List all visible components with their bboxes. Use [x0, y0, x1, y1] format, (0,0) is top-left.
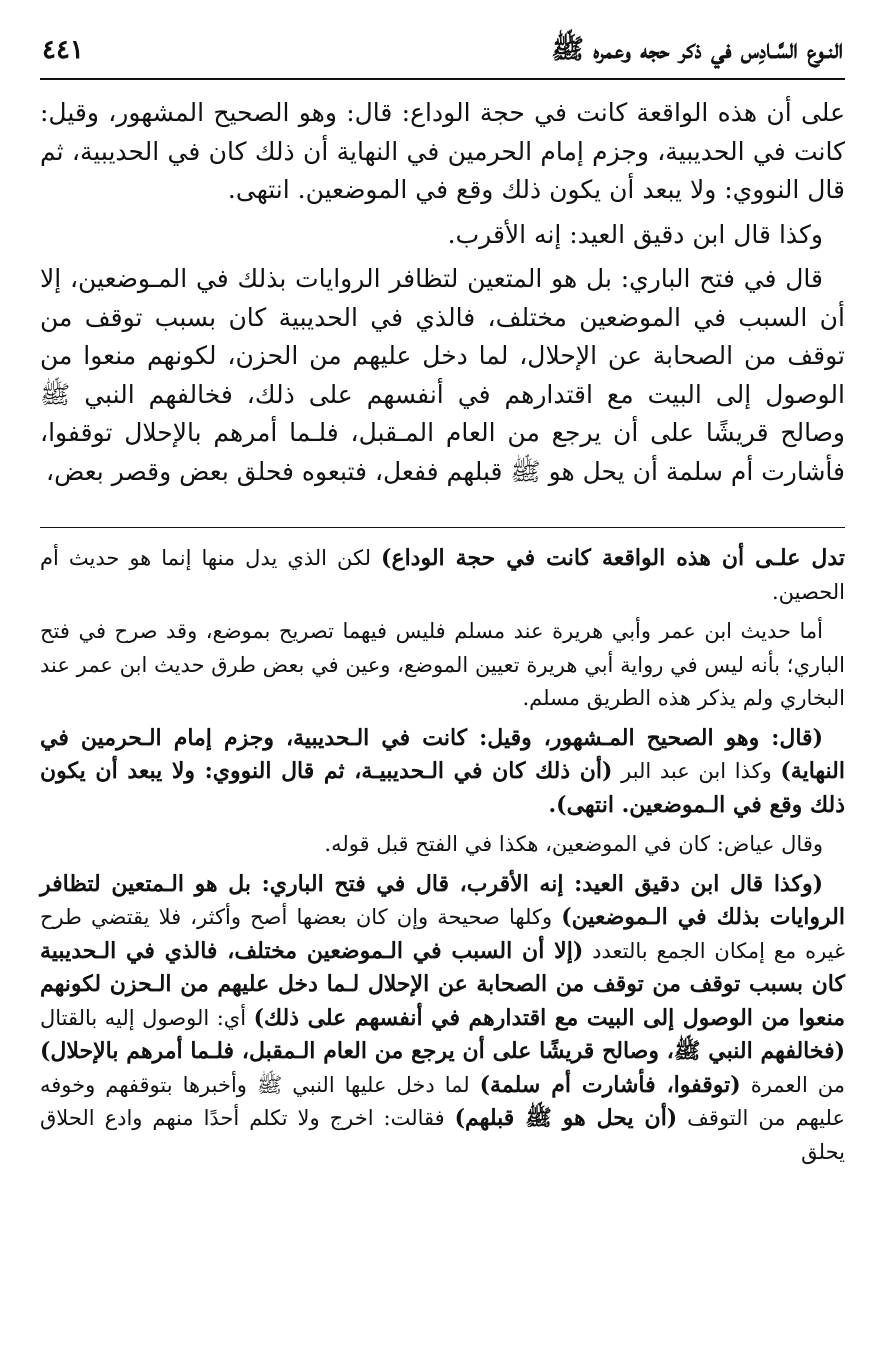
main-text — [40, 94, 845, 491]
commentary-paragraph-5 — [40, 868, 845, 1170]
quoted-matn: (توقفوا، فأشارت أم سلمة) — [479, 1071, 741, 1098]
quoted-matn: (إلا أن السبب في الـموضعين مختلف، فالذي في الـحديبية كان بسبب توقف من توقف من الصحابة عن الإحلال لـما دخل عليهم من الـحزن لكونهم منعوا من الوصول إلى البيت مع اقتدارهم في أنفسهم على ذلك) — [40, 937, 845, 1031]
main-paragraph-3: قال في فتح الباري: بل هو المتعين لتظافر الروايات بذلك في المـوضعين، إلا أن السبب في الموضعين مختلف، فالذي في الحديبية كان بسبب توقف من توقف من الصحابة عن الإحلال، لما دخل عليهم من الحزن، لكونهم منعوا من الوصول إلى البيت مع اقتدارهم في أنفسهم على ذلك، فخالفهم النبي ﷺ وصالح قريشًا على أن يرجع من العام المـقبل، فلـما أمرهم بالإحلال توقفوا، فأشارت أم سلمة أن يحل هو ﷺ قبلهم ففعل، فتبعوه فحلق بعض وقصر بعض، — [40, 264, 845, 486]
quoted-matn: (أن يحل هو ﷺ قبلهم) — [454, 1105, 678, 1131]
quoted-matn: تدل علـى أن هذه الواقعة كانت في حجة الوداع) — [381, 545, 845, 571]
page-header — [40, 30, 845, 76]
commentary-paragraph-4: وقال عياض: كان في الموضعين، هكذا في الفتح قبل قوله. — [324, 832, 823, 856]
commentary-text: وكلها صحيحة وإن كان بعضها أصح وأكثر، فلا يقتضي طرح غيره مع إمكان الجمع بالتعدد — [40, 905, 845, 963]
page-number: ٤٤١ — [42, 35, 84, 65]
running-title: النـوع السَّـادِس في ذكر حجه وعمره ﷺ — [551, 34, 843, 65]
commentary-paragraph-2: أما حديث ابن عمر وأبي هريرة عند مسلم فليس فيهما تصريح بموضع، وقد صرح في فتح الباري؛ بأنه ليس في رواية أبي هريرة تعيين الموضع، وعين في بعض طرق حديث ابن عمر عند البخاري ولم يذكر هذه الطريق مسلم. — [40, 619, 845, 710]
quoted-matn: (وكذا قال ابن دقيق العيد: إنه الأقرب، قال في فتح الباري: بل هو الـمتعين لتظافر الروايات بذلك في الـموضعين) — [40, 870, 845, 930]
commentary — [40, 542, 845, 1169]
main-paragraph-2: وكذا قال ابن دقيق العيد: إنه الأقرب. — [447, 219, 823, 249]
header-rule — [40, 78, 845, 80]
commentary-text: لما دخل عليها النبي ﷺ وأخبرها بتوقفهم وخوفه عليهم من التوقف — [40, 1072, 845, 1130]
commentary-text: أي: الوصول إليه بالقتال — [40, 1005, 254, 1030]
commentary-text: فقالت: اخرج ولا تكلم أحدًا منهم وادع الحلاق يحلق — [40, 1106, 845, 1164]
commentary-paragraph-1 — [40, 542, 845, 609]
quoted-matn: (فخالفهم النبي ﷺ، وصالح قريشًا على أن يرجع من العام الـمقبل، فلـما أمرهم بالإحلال) — [40, 1038, 845, 1064]
commentary-text: من العمرة — [740, 1072, 845, 1097]
main-paragraph-1: على أن هذه الواقعة كانت في حجة الوداع: قال: وهو الصحيح المشهور، وقيل: كانت في الحديبية، وجزم إمام الحرمين في النهاية أن ذلك كان في الحديبية، ثم قال النووي: ولا يبعد أن يكون ذلك وقع في الموضعين. انتهى. — [40, 98, 845, 204]
footnote-separator — [40, 527, 845, 528]
commentary-text: وكذا ابن عبد البر — [612, 759, 781, 783]
book-page — [40, 30, 845, 1175]
quoted-matn: (قال: وهو الصحيح المـشهور، وقيل: كانت في الـحديبية، وجزم إمام الـحرمين في النهاية) — [40, 724, 845, 784]
commentary-paragraph-3 — [40, 722, 845, 823]
quoted-matn: (أن ذلك كان في الـحديبيـة، ثم قال النووي: ولا يبعد أن يكون ذلك وقع في الـموضعين. انتهى). — [40, 758, 845, 818]
commentary-text: لكن الذي يدل منها إنما هو حديث أم الحصين. — [40, 546, 845, 604]
